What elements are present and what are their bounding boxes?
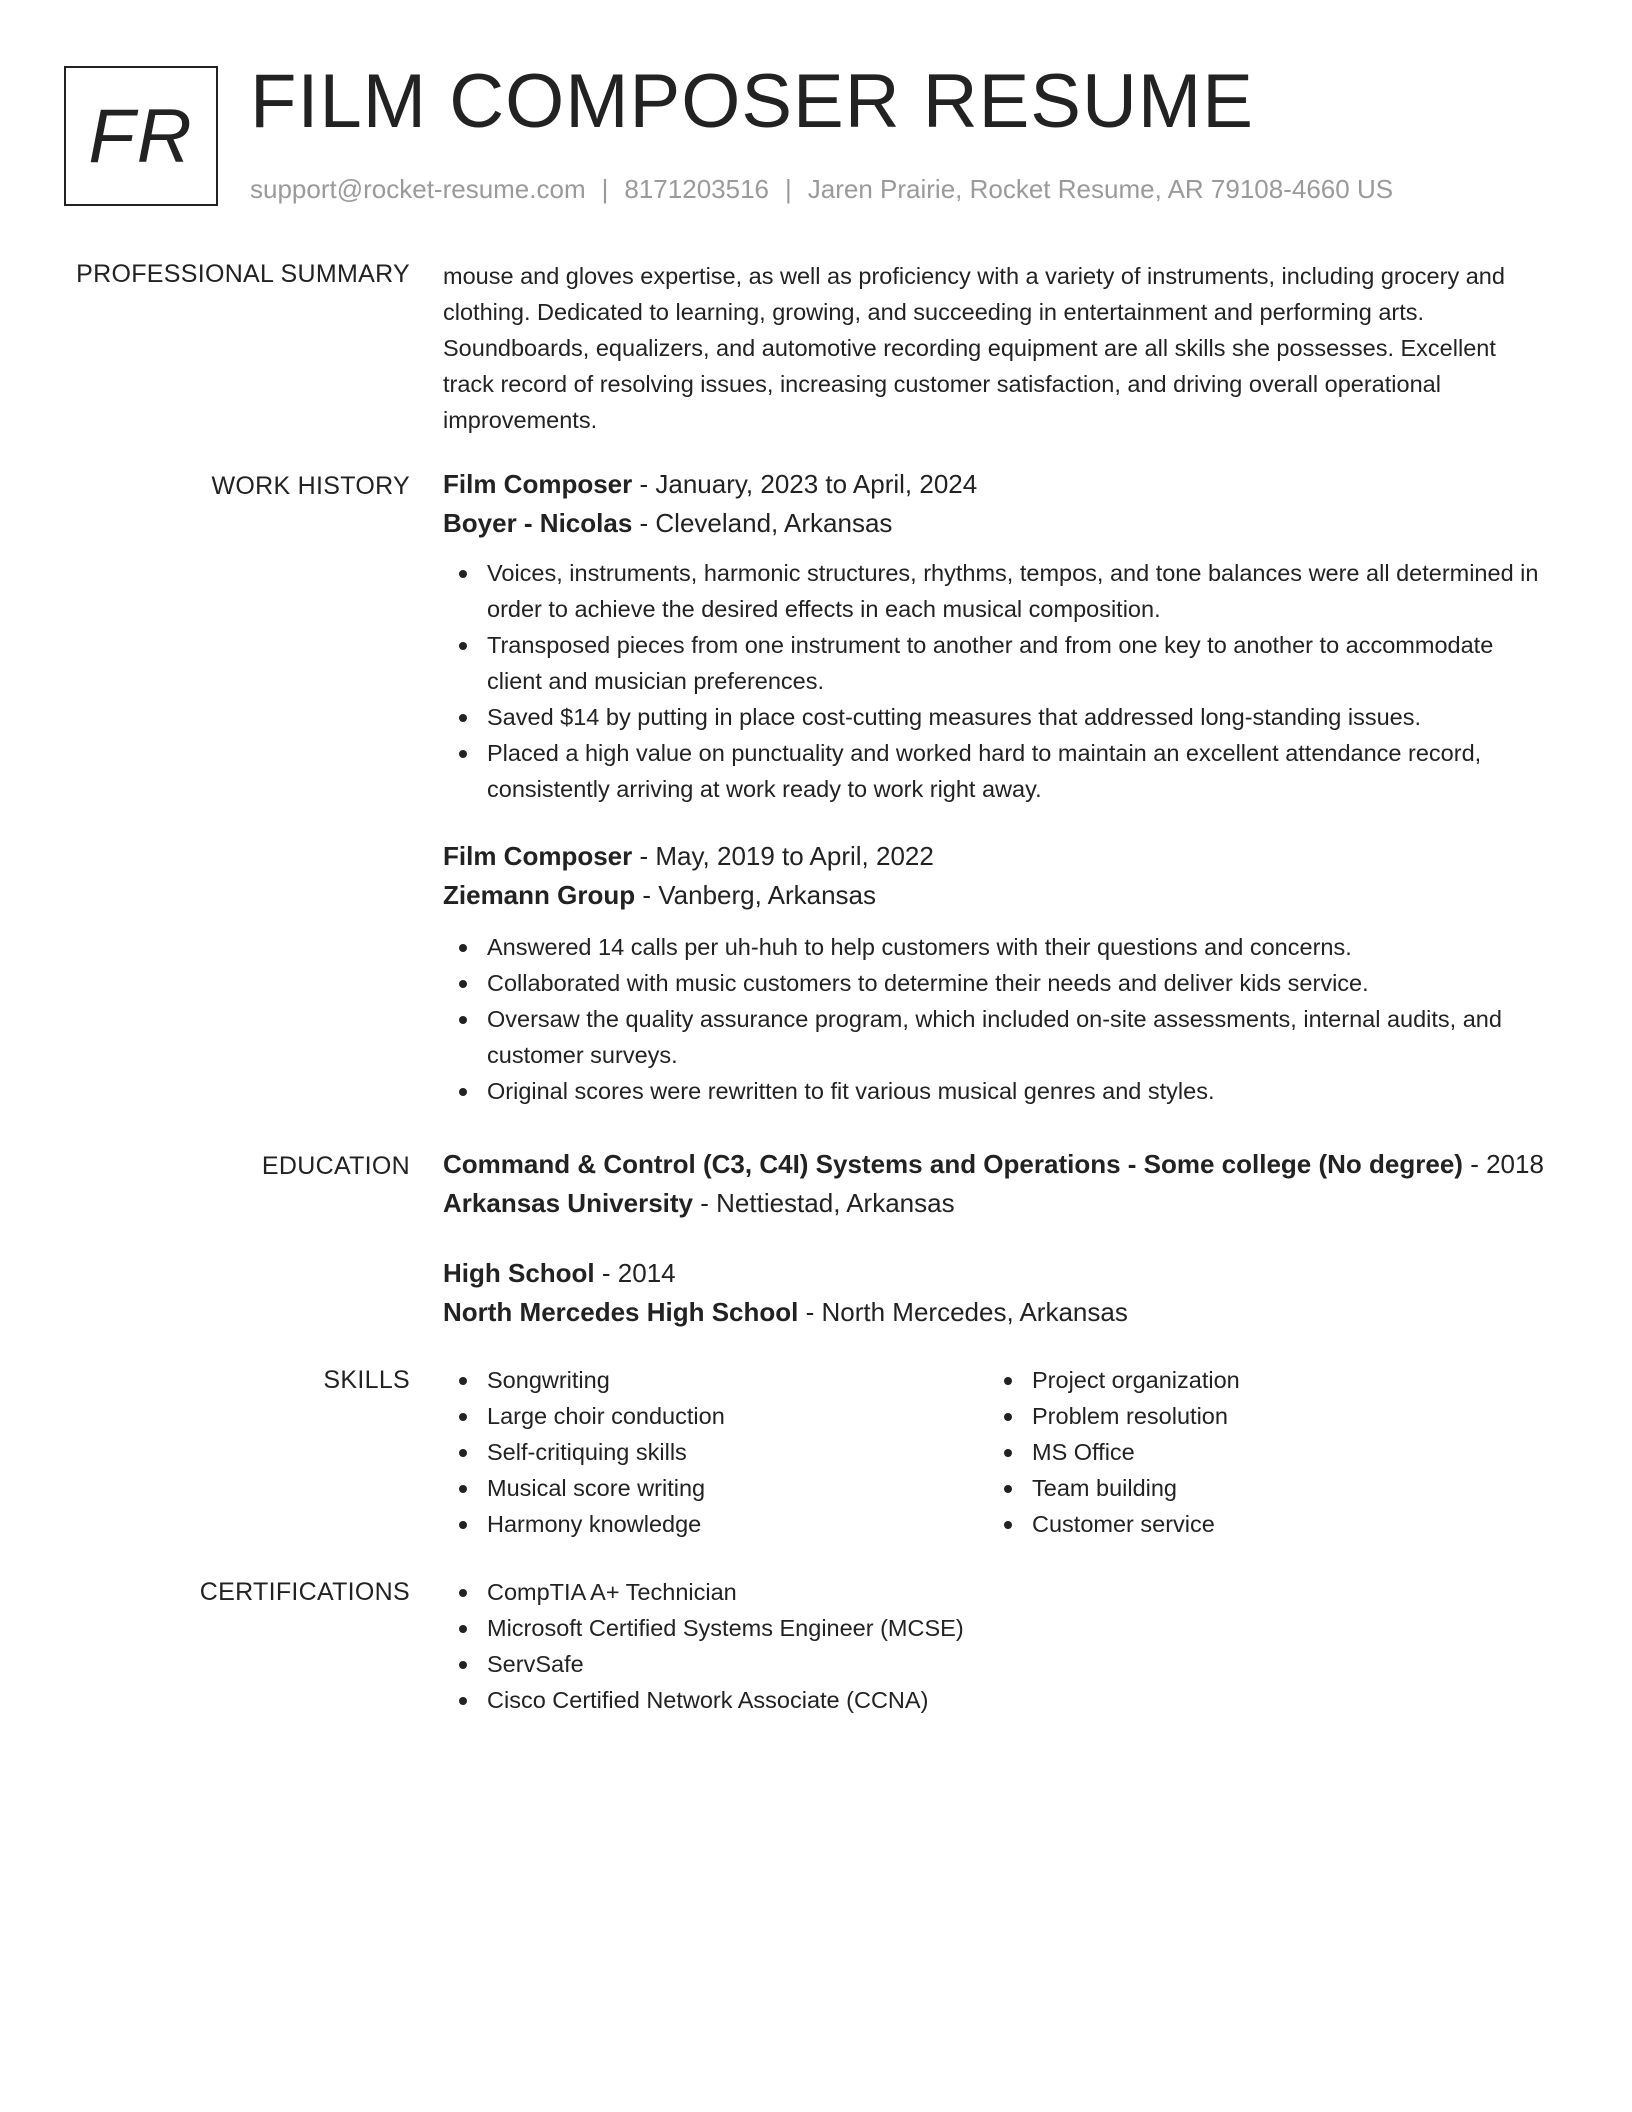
skill-item: Customer service bbox=[988, 1506, 1533, 1542]
contact-email: support@rocket-resume.com bbox=[250, 174, 586, 204]
section-heading: CERTIFICATIONS bbox=[199, 1578, 410, 1606]
job-title-line bbox=[443, 465, 1551, 504]
list-item: Transposed pieces from one instrument to another and from one key to another to accommodate client and musician preferences. bbox=[443, 627, 1551, 699]
job-entry bbox=[443, 837, 1551, 1109]
certifications-list bbox=[443, 1574, 1551, 1718]
degree: High School bbox=[443, 1258, 595, 1288]
skill-item: Harmony knowledge bbox=[443, 1506, 988, 1542]
job-title: Film Composer bbox=[443, 469, 633, 499]
degree-line bbox=[443, 1145, 1551, 1184]
job-title-line bbox=[443, 837, 1551, 876]
skills-grid bbox=[443, 1362, 1551, 1542]
skill-item: Musical score writing bbox=[443, 1470, 988, 1506]
list-item: Saved $14 by putting in place cost-cutting measures that addressed long-standing issues. bbox=[443, 699, 1551, 735]
job-bullets bbox=[443, 555, 1551, 807]
certification-item: Cisco Certified Network Associate (CCNA) bbox=[443, 1682, 1551, 1718]
job-company: Boyer - Nicolas bbox=[443, 508, 633, 538]
skill-item: Problem resolution bbox=[988, 1398, 1533, 1434]
education-entry bbox=[443, 1254, 1551, 1332]
section-heading: EDUCATION bbox=[261, 1152, 410, 1180]
certification-item: CompTIA A+ Technician bbox=[443, 1574, 1551, 1610]
job-location: - Vanberg, Arkansas bbox=[635, 880, 876, 910]
degree: Command & Control (C3, C4I) Systems and Operations - Some college (No degree) bbox=[443, 1149, 1463, 1179]
list-item: Placed a high value on punctuality and worked hard to maintain an excellent attendance record, consistently arriving at work ready to work right away. bbox=[443, 735, 1551, 807]
school: North Mercedes High School bbox=[443, 1297, 799, 1327]
list-item: Collaborated with music customers to determine their needs and deliver kids service. bbox=[443, 965, 1551, 1001]
job-company-line bbox=[443, 504, 1551, 543]
list-item: Original scores were rewritten to fit various musical genres and styles. bbox=[443, 1073, 1551, 1109]
school-line bbox=[443, 1293, 1551, 1332]
job-company: Ziemann Group bbox=[443, 880, 636, 910]
skill-item: Team building bbox=[988, 1470, 1533, 1506]
section-heading: WORK HISTORY bbox=[211, 472, 410, 500]
job-location: - Cleveland, Arkansas bbox=[632, 508, 893, 538]
summary-text: mouse and gloves expertise, as well as proficiency with a variety of instruments, including grocery and clothing. Dedicated to learning, growing, and succeeding in entertainment and performing arts. Soundboards, equalizers, and automotive recording equipment are all skills she possesses. Excellent track record of resolving issues, increasing customer satisfaction, and driving overall operational improvements. bbox=[443, 263, 1505, 433]
skill-item: Self-critiquing skills bbox=[443, 1434, 988, 1470]
monogram-box bbox=[64, 66, 218, 206]
resume-title: FILM COMPOSER RESUME bbox=[250, 59, 1254, 144]
graduation-year: - 2014 bbox=[594, 1258, 676, 1288]
skill-item: Songwriting bbox=[443, 1362, 988, 1398]
job-bullets bbox=[443, 929, 1551, 1109]
job-entry bbox=[443, 465, 1551, 807]
school: Arkansas University bbox=[443, 1188, 694, 1218]
contact-address: Jaren Prairie, Rocket Resume, AR 79108-4660 US bbox=[807, 174, 1394, 204]
certification-item: Microsoft Certified Systems Engineer (MCSE) bbox=[443, 1610, 1551, 1646]
list-item: Voices, instruments, harmonic structures, rhythms, tempos, and tone balances were all determined in order to achieve the desired effects in each musical composition. bbox=[443, 555, 1551, 627]
skills-list-left bbox=[443, 1362, 988, 1542]
list-item: Answered 14 calls per uh-huh to help customers with their questions and concerns. bbox=[443, 929, 1551, 965]
job-company-line bbox=[443, 876, 1551, 915]
contact-line bbox=[250, 172, 1393, 206]
skill-item: MS Office bbox=[988, 1434, 1533, 1470]
education-entry bbox=[443, 1145, 1551, 1223]
school-line bbox=[443, 1184, 1551, 1223]
contact-separator: | bbox=[601, 174, 609, 204]
skill-item: Project organization bbox=[988, 1362, 1533, 1398]
job-title: Film Composer bbox=[443, 841, 633, 871]
monogram-initials: FR bbox=[88, 93, 194, 179]
section-heading: SKILLS bbox=[323, 1366, 410, 1394]
school-location: - North Mercedes, Arkansas bbox=[798, 1297, 1128, 1327]
job-dates: - May, 2019 to April, 2022 bbox=[632, 841, 934, 871]
school-location: - Nettiestad, Arkansas bbox=[693, 1188, 955, 1218]
contact-phone: 8171203516 bbox=[624, 174, 769, 204]
certification-item: ServSafe bbox=[443, 1646, 1551, 1682]
job-dates: - January, 2023 to April, 2024 bbox=[632, 469, 978, 499]
graduation-year: - 2018 bbox=[1462, 1149, 1544, 1179]
contact-separator: | bbox=[785, 174, 792, 204]
section-heading: PROFESSIONAL SUMMARY bbox=[76, 260, 410, 288]
skills-list-right bbox=[988, 1362, 1533, 1542]
degree-line bbox=[443, 1254, 1551, 1293]
skill-item: Large choir conduction bbox=[443, 1398, 988, 1434]
list-item: Oversaw the quality assurance program, which included on-site assessments, internal audits, and customer surveys. bbox=[443, 1001, 1551, 1073]
